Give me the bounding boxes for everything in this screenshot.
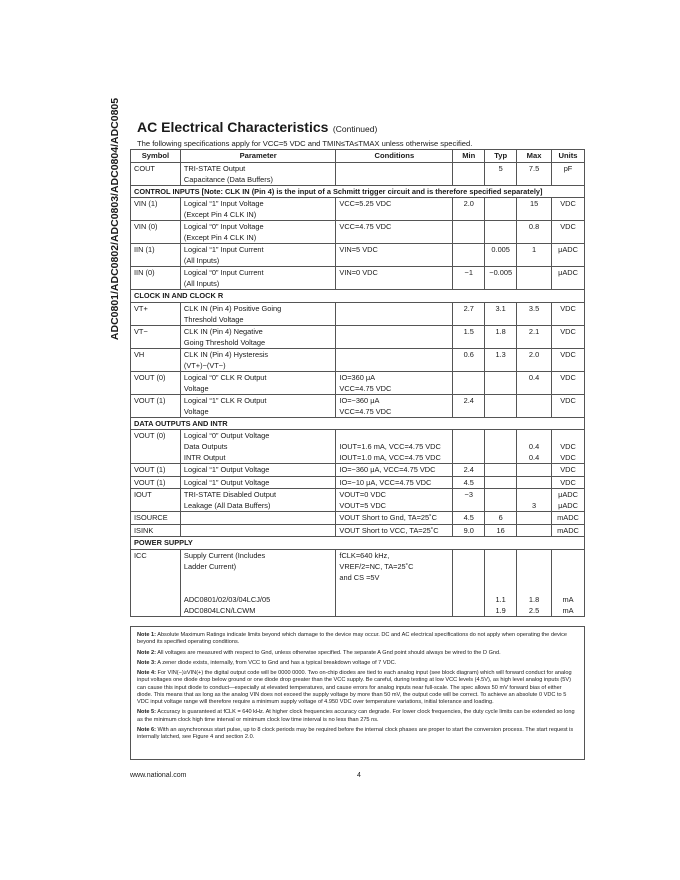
cell-typ (485, 430, 517, 464)
cell-typ: −0.005 (485, 267, 517, 290)
cell-conditions: IO=−360 μA, VCC=4.75 VDC (336, 464, 453, 477)
cell-typ (485, 464, 517, 477)
cell-parameter: TRI-STATE Output Capacitance (Data Buffers) (180, 162, 335, 185)
cell-symbol: IIN (0) (131, 267, 181, 290)
cell-symbol: ISOURCE (131, 512, 181, 525)
cell-conditions: IO=−10 μA, VCC=4.75 VDC (336, 476, 453, 489)
title-suffix: (Continued) (332, 124, 378, 134)
cell-max: 1.8 2.5 (517, 549, 552, 616)
cell-symbol: VOUT (1) (131, 394, 181, 417)
cell-symbol: ISINK (131, 524, 181, 537)
cell-parameter: Logical “0” Input Voltage (Except Pin 4 CLK IN) (180, 221, 335, 244)
cell-min (453, 244, 485, 267)
table-row (131, 430, 585, 464)
cell-symbol: VT− (131, 325, 181, 348)
cell-typ (485, 489, 517, 512)
cell-typ: 5 (485, 162, 517, 185)
cell-symbol: VH (131, 348, 181, 371)
cell-units: mA mA (552, 549, 585, 616)
col-symbol: Symbol (131, 150, 181, 163)
cell-parameter: CLK IN (Pin 4) Hysteresis (VT+)−(VT−) (180, 348, 335, 371)
cell-max (517, 512, 552, 525)
cell-conditions: VCC=5.25 VDC (336, 198, 453, 221)
cell-typ (485, 198, 517, 221)
cell-min: 1.5 (453, 325, 485, 348)
cell-units: μADC (552, 244, 585, 267)
section-clock: CLOCK IN AND CLOCK R (131, 290, 585, 303)
note: Note 1: Absolute Maximum Ratings indicate limits beyond which damage to the device may occur. DC and AC electrical specifications do not apply when operating the device beyond its specified operating conditions. (137, 632, 568, 646)
cell-min (453, 430, 485, 464)
table-row (131, 476, 585, 489)
table-row (131, 489, 585, 512)
cell-symbol: VOUT (0) (131, 430, 181, 464)
intro-text: The following specifications apply for VCC=5 VDC and TMIN≤TA≤TMAX unless otherwise specified. (137, 139, 473, 148)
table-row (131, 244, 585, 267)
cell-symbol: IIN (1) (131, 244, 181, 267)
cell-min (453, 549, 485, 616)
header-row (131, 150, 585, 163)
cell-typ (485, 221, 517, 244)
cell-symbol: VT+ (131, 302, 181, 325)
note: Note 3: A zener diode exists, internally, from VCC to Gnd and has a typical breakdown voltage of 7 VDC. (137, 659, 397, 666)
cell-max (517, 394, 552, 417)
table-row (131, 549, 585, 616)
cell-parameter: Logical “0” CLK R Output Voltage (180, 371, 335, 394)
cell-symbol: IOUT (131, 489, 181, 512)
cell-typ: 1.3 (485, 348, 517, 371)
cell-typ: 3.1 (485, 302, 517, 325)
cell-symbol: VOUT (1) (131, 464, 181, 477)
sidebar-part-numbers (104, 97, 126, 341)
cell-max: 2.1 (517, 325, 552, 348)
cell-units: mADC (552, 512, 585, 525)
cell-units: μADC μADC (552, 489, 585, 512)
cell-parameter: Logical “0” Input Current (All Inputs) (180, 267, 335, 290)
cell-conditions (336, 162, 453, 185)
cell-parameter: Logical “1” CLK R Output Voltage (180, 394, 335, 417)
cell-units: VDC (552, 348, 585, 371)
table-row (131, 302, 585, 325)
footer-website[interactable]: www.national.com (130, 772, 187, 779)
cell-units: mADC (552, 524, 585, 537)
cell-max (517, 267, 552, 290)
cell-units: VDC (552, 464, 585, 477)
col-parameter: Parameter (180, 150, 335, 163)
sidebar-title: ADC0801/ADC0802/ADC0803/ADC0804/ADC0805 (109, 97, 121, 341)
cell-min: −1 (453, 267, 485, 290)
notes-box (130, 626, 585, 760)
note: Note 6: With an asynchronous start pulse, up to 8 clock periods may be required before the internal clock phases are proper to start the conversion process. The start request is internally latched, see Figure 4 and section 2.0. (137, 726, 574, 741)
cell-conditions: VOUT Short to VCC, TA=25˚C (336, 524, 453, 537)
cell-parameter (180, 524, 335, 537)
cell-parameter: Logical “0” Output Voltage Data Outputs INTR Output (180, 430, 335, 464)
cell-typ (485, 476, 517, 489)
cell-conditions: VOUT=0 VDC VOUT=5 VDC (336, 489, 453, 512)
cell-min: 4.5 (453, 476, 485, 489)
cell-conditions: IO=−360 μA VCC=4.75 VDC (336, 394, 453, 417)
table-row (131, 512, 585, 525)
table-row (131, 221, 585, 244)
table-row (131, 325, 585, 348)
cell-min: 9.0 (453, 524, 485, 537)
cell-parameter (180, 512, 335, 525)
cell-max (517, 476, 552, 489)
cell-symbol: VIN (1) (131, 198, 181, 221)
cell-conditions (336, 325, 453, 348)
section-row (131, 185, 585, 198)
spec-table (130, 149, 585, 617)
note: Note 4: For VIN(−)≥VIN(+) the digital output code will be 0000 0000. Two on-chip diodes are tied to each analog input (see block diagram) which will forward conduct for analog input voltages one diode drop below ground or one diode drop greater than the VCC supply. Be careful, during testing at low VCC levels (4.5V), as high level analog inputs (5V) can cause this input diode to conduct—especially at elevated temperatures, and cause errors for analog inputs near full-scale. The spec allows 50 mV forward bias of either diode. This means that as long as the analog VIN does not exceed the supply voltage by more than 50 mV, the output code will be correct. To achieve an absolute 0 VDC to 5 VDC input voltage range will therefore require a minimum supply voltage of 4.950 VDC over temperature variations, initial tolerance and loading. (137, 670, 572, 706)
cell-units: VDC (552, 325, 585, 348)
cell-symbol: ICC (131, 549, 181, 616)
page-title (137, 119, 377, 137)
cell-max: 0.4 0.4 (517, 430, 552, 464)
col-conditions: Conditions (336, 150, 453, 163)
cell-conditions: fCLK=640 kHz, VREF/2=NC, TA=25˚C and CS =5V (336, 549, 453, 616)
cell-min: 2.0 (453, 198, 485, 221)
cell-conditions: IOUT=1.6 mA, VCC=4.75 VDC IOUT=1.0 mA, VCC=4.75 VDC (336, 430, 453, 464)
cell-typ: 1.8 (485, 325, 517, 348)
section-row (131, 290, 585, 303)
cell-max: 3 (517, 489, 552, 512)
cell-max: 3.5 (517, 302, 552, 325)
cell-typ (485, 371, 517, 394)
cell-parameter: Logical “1” Input Voltage (Except Pin 4 CLK IN) (180, 198, 335, 221)
cell-units: VDC (552, 394, 585, 417)
cell-symbol: VOUT (0) (131, 371, 181, 394)
cell-min: 2.4 (453, 394, 485, 417)
cell-typ: 0.005 (485, 244, 517, 267)
table-row (131, 162, 585, 185)
table-row (131, 394, 585, 417)
col-max: Max (517, 150, 552, 163)
section-row (131, 417, 585, 430)
section-row (131, 537, 585, 550)
footer-page-number: 4 (357, 772, 361, 779)
note: Note 5: Accuracy is guaranteed at fCLK = 640 kHz. At higher clock frequencies accuracy can degrade. For lower clock frequencies, the duty cycle limits can be extended so long as the minimum clock high time interval or minimum clock low time interval is no less than 275 ns. (137, 709, 575, 723)
cell-conditions: VIN=0 VDC (336, 267, 453, 290)
cell-parameter: Supply Current (Includes Ladder Current) ADC0801/02/03/04LCJ/05 ADC0804LCN/LCWM (180, 549, 335, 616)
note: Note 2: All voltages are measured with respect to Gnd, unless otherwise specified. The separate A Gnd point should always be wired to the D Gnd. (137, 649, 501, 656)
title-text: AC Electrical Characteristics (137, 119, 329, 135)
section-control-inputs: CONTROL INPUTS [Note: CLK IN (Pin 4) is the input of a Schmitt trigger circuit and is therefore specified separately] (131, 185, 585, 198)
section-power-supply: POWER SUPPLY (131, 537, 585, 550)
cell-units: VDC (552, 371, 585, 394)
cell-min (453, 371, 485, 394)
cell-conditions: VIN=5 VDC (336, 244, 453, 267)
cell-typ: 1.1 1.9 (485, 549, 517, 616)
table-row (131, 524, 585, 537)
cell-units: μADC (552, 267, 585, 290)
cell-typ (485, 394, 517, 417)
cell-min: 4.5 (453, 512, 485, 525)
table-row (131, 267, 585, 290)
col-units: Units (552, 150, 585, 163)
section-data-outputs: DATA OUTPUTS AND INTR (131, 417, 585, 430)
cell-symbol: COUT (131, 162, 181, 185)
table-row (131, 464, 585, 477)
table-row (131, 371, 585, 394)
cell-parameter: Logical “1” Output Voltage (180, 464, 335, 477)
cell-max: 1 (517, 244, 552, 267)
cell-min: 2.7 (453, 302, 485, 325)
cell-min (453, 162, 485, 185)
cell-conditions (336, 302, 453, 325)
cell-parameter: TRI-STATE Disabled Output Leakage (All Data Buffers) (180, 489, 335, 512)
cell-max (517, 524, 552, 537)
cell-symbol: VOUT (1) (131, 476, 181, 489)
cell-typ: 16 (485, 524, 517, 537)
cell-max: 7.5 (517, 162, 552, 185)
cell-min: 0.6 (453, 348, 485, 371)
cell-parameter: Logical “1” Input Current (All Inputs) (180, 244, 335, 267)
cell-max (517, 464, 552, 477)
cell-max: 0.4 (517, 371, 552, 394)
cell-units: VDC (552, 221, 585, 244)
cell-conditions: VOUT Short to Gnd, TA=25˚C (336, 512, 453, 525)
cell-units: VDC (552, 198, 585, 221)
cell-units: VDC (552, 302, 585, 325)
cell-conditions: VCC=4.75 VDC (336, 221, 453, 244)
cell-max: 0.8 (517, 221, 552, 244)
cell-conditions: IO=360 μA VCC=4.75 VDC (336, 371, 453, 394)
cell-min (453, 221, 485, 244)
col-typ: Typ (485, 150, 517, 163)
cell-units: VDC VDC (552, 430, 585, 464)
cell-conditions (336, 348, 453, 371)
cell-max: 2.0 (517, 348, 552, 371)
cell-units: pF (552, 162, 585, 185)
cell-units: VDC (552, 476, 585, 489)
cell-min: 2.4 (453, 464, 485, 477)
col-min: Min (453, 150, 485, 163)
cell-parameter: CLK IN (Pin 4) Negative Going Threshold Voltage (180, 325, 335, 348)
cell-min: −3 (453, 489, 485, 512)
table-row (131, 198, 585, 221)
cell-parameter: CLK IN (Pin 4) Positive Going Threshold Voltage (180, 302, 335, 325)
cell-typ: 6 (485, 512, 517, 525)
cell-parameter: Logical “1” Output Voltage (180, 476, 335, 489)
cell-symbol: VIN (0) (131, 221, 181, 244)
cell-max: 15 (517, 198, 552, 221)
table-row (131, 348, 585, 371)
